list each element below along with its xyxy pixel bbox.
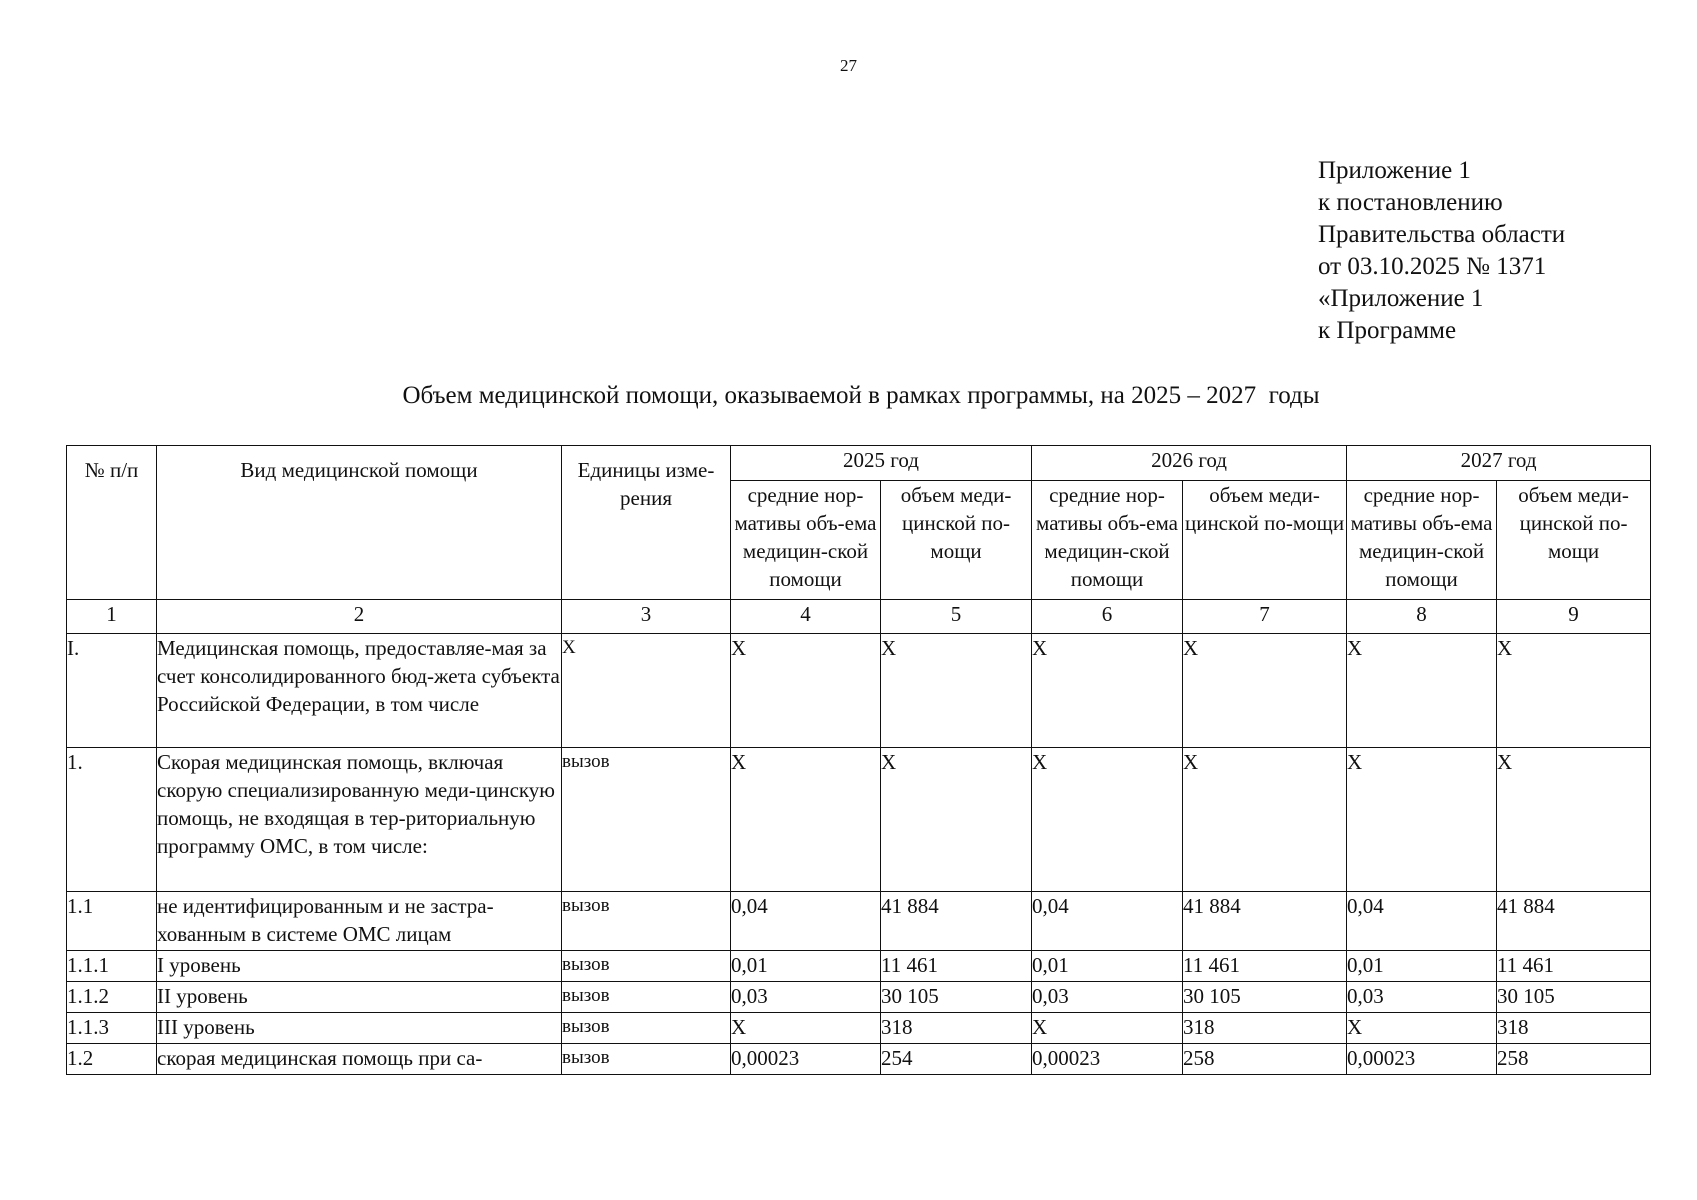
volume-2026: Х (1183, 748, 1347, 892)
column-number: 9 (1497, 600, 1651, 634)
header-year-2025: 2025 год (731, 446, 1032, 481)
norm-2026: Х (1032, 634, 1183, 748)
norm-2025: 0,01 (731, 951, 881, 982)
column-number: 2 (157, 600, 562, 634)
volume-2026: 258 (1183, 1044, 1347, 1075)
norm-2027: 0,04 (1347, 892, 1497, 951)
volume-2027: 30 105 (1497, 982, 1651, 1013)
volume-2026: 318 (1183, 1013, 1347, 1044)
norm-2025: 0,00023 (731, 1044, 881, 1075)
unit: вызов (562, 748, 731, 892)
appendix-note (1318, 155, 1565, 347)
row-number: 1.1.1 (67, 951, 157, 982)
volume-2027: Х (1497, 748, 1651, 892)
norm-2027: 0,00023 (1347, 1044, 1497, 1075)
header-norm: средние нор-мативы объ-ема медицин-ской помощи (731, 481, 881, 600)
unit: вызов (562, 1044, 731, 1075)
header-volume: объем меди-цинской по-мощи (1497, 481, 1651, 600)
volume-2026: 41 884 (1183, 892, 1347, 951)
page-number: 27 (840, 56, 857, 75)
row-number: I. (67, 634, 157, 748)
column-number: 5 (881, 600, 1032, 634)
norm-2026: 0,04 (1032, 892, 1183, 951)
appendix-line: Приложение 1 (1318, 157, 1471, 184)
appendix-line: от 03.10.2025 № 1371 (1318, 253, 1547, 280)
header-unit: Единицы изме-рения (562, 446, 731, 600)
header-norm: средние нор-мативы объ-ема медицин-ской помощи (1032, 481, 1183, 600)
volume-2026: Х (1183, 634, 1347, 748)
care-kind: III уровень (157, 1013, 562, 1044)
row-number: 1.2 (67, 1044, 157, 1075)
column-number: 7 (1183, 600, 1347, 634)
header-year-2027: 2027 год (1347, 446, 1651, 481)
care-kind: скорая медицинская помощь при са- (157, 1044, 562, 1075)
unit: вызов (562, 951, 731, 982)
header-kind: Вид медицинской помощи (157, 446, 562, 600)
appendix-line: к Программе (1318, 317, 1457, 344)
norm-2026: 0,01 (1032, 951, 1183, 982)
document-title: Объем медицинской помощи, оказываемой в рамках программы, на 2025 – 2027 годы (402, 382, 1320, 409)
column-number: 4 (731, 600, 881, 634)
norm-2026: Х (1032, 748, 1183, 892)
table-row (67, 634, 1651, 748)
norm-2026: Х (1032, 1013, 1183, 1044)
table-row (67, 1044, 1651, 1075)
table-row (67, 748, 1651, 892)
norm-2025: Х (731, 1013, 881, 1044)
norm-2025: Х (731, 634, 881, 748)
volume-2025: Х (881, 748, 1032, 892)
care-kind: не идентифицированным и не застра-хованным в системе ОМС лицам (157, 892, 562, 951)
header-norm: средние нор-мативы объ-ема медицин-ской помощи (1347, 481, 1497, 600)
column-number: 6 (1032, 600, 1183, 634)
table-row (67, 892, 1651, 951)
volume-2027: 11 461 (1497, 951, 1651, 982)
row-number: 1.1.3 (67, 1013, 157, 1044)
volume-2027: 318 (1497, 1013, 1651, 1044)
unit: Х (562, 634, 731, 748)
unit: вызов (562, 892, 731, 951)
row-number: 1.1.2 (67, 982, 157, 1013)
norm-2026: 0,03 (1032, 982, 1183, 1013)
volume-2025: 254 (881, 1044, 1032, 1075)
table-row (67, 982, 1651, 1013)
norm-2025: Х (731, 748, 881, 892)
header-num: № п/п (67, 446, 157, 600)
volume-2026: 11 461 (1183, 951, 1347, 982)
table-row (67, 951, 1651, 982)
appendix-line: Правительства области (1318, 221, 1566, 248)
norm-2027: 0,01 (1347, 951, 1497, 982)
norm-2027: Х (1347, 1013, 1497, 1044)
unit: вызов (562, 1013, 731, 1044)
column-number: 8 (1347, 600, 1497, 634)
volume-2025: 41 884 (881, 892, 1032, 951)
medical-volume-table (66, 445, 1651, 1075)
care-kind: II уровень (157, 982, 562, 1013)
header-volume: объем меди-цинской по-мощи (881, 481, 1032, 600)
norm-2025: 0,04 (731, 892, 881, 951)
table-row (67, 1013, 1651, 1044)
volume-2027: Х (1497, 634, 1651, 748)
row-number: 1.1 (67, 892, 157, 951)
volume-2025: Х (881, 634, 1032, 748)
volume-2027: 41 884 (1497, 892, 1651, 951)
column-number: 1 (67, 600, 157, 634)
care-kind: Скорая медицинская помощь, включая скорую специализированную меди-цинскую помощь, не входящая в тер-риториальную программу ОМС, в том числе: (157, 748, 562, 892)
volume-2026: 30 105 (1183, 982, 1347, 1013)
norm-2025: 0,03 (731, 982, 881, 1013)
header-volume: объем меди-цинской по-мощи (1183, 481, 1347, 600)
volume-2025: 11 461 (881, 951, 1032, 982)
appendix-line: к постановлению (1318, 189, 1503, 216)
norm-2027: Х (1347, 748, 1497, 892)
care-kind: I уровень (157, 951, 562, 982)
appendix-line: «Приложение 1 (1318, 285, 1484, 312)
volume-2025: 318 (881, 1013, 1032, 1044)
column-number: 3 (562, 600, 731, 634)
header-year-2026: 2026 год (1032, 446, 1347, 481)
care-kind: Медицинская помощь, предоставляе-мая за счет консолидированного бюд-жета субъекта Российской Федерации, в том числе (157, 634, 562, 748)
column-number-row (67, 600, 1651, 634)
norm-2026: 0,00023 (1032, 1044, 1183, 1075)
unit: вызов (562, 982, 731, 1013)
norm-2027: Х (1347, 634, 1497, 748)
volume-2025: 30 105 (881, 982, 1032, 1013)
volume-2027: 258 (1497, 1044, 1651, 1075)
row-number: 1. (67, 748, 157, 892)
norm-2027: 0,03 (1347, 982, 1497, 1013)
